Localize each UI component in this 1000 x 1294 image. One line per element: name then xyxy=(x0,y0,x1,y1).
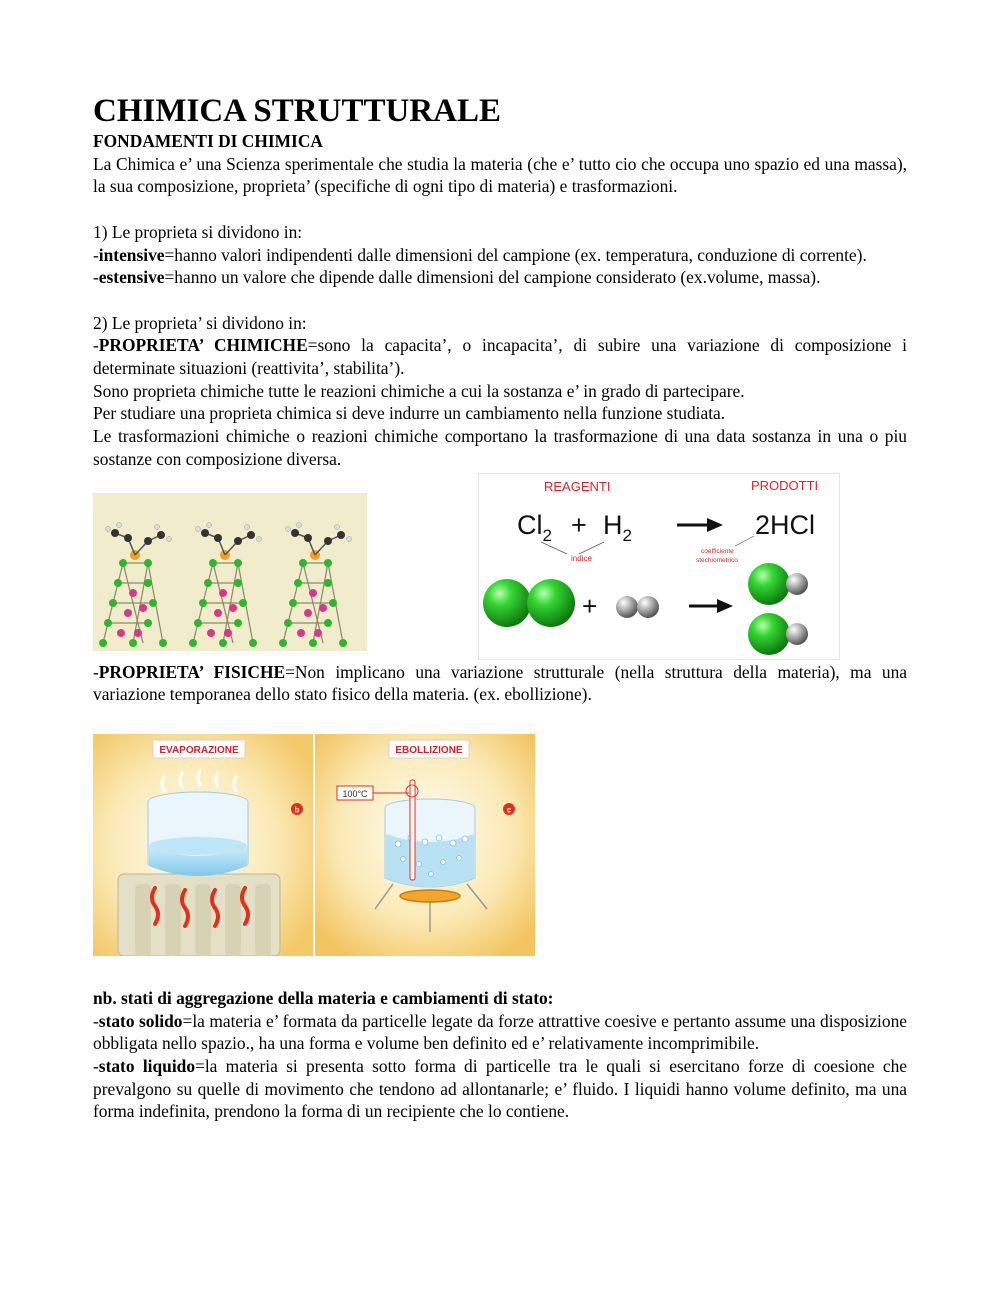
tag-c: c xyxy=(506,805,512,815)
tag-b: b xyxy=(294,805,300,815)
svg-text:H2 xyxy=(603,510,632,545)
chem-line-4: Le trasformazioni chimiche o reazioni chimiche comportano la trasformazione di una data sostanza in una o piu sostanze con composizione diversa. xyxy=(93,426,907,469)
subtitle: FONDAMENTI DI CHIMICA xyxy=(93,131,323,151)
product-formula: 2HCl xyxy=(755,509,816,540)
boiling-svg xyxy=(93,734,535,956)
chemical-properties-text: =sono la capacita’, o incapacita’, di subire una variazione di composizione i determinate situazioni (reattivita’, stabilita’). xyxy=(93,335,907,378)
evaporation-label: EVAPORAZIONE xyxy=(159,744,239,756)
estensive-text: =hanno un valore che dipende dalle dimensioni del campione considerato (ex.volume, massa). xyxy=(164,267,821,288)
coefficient-note-1: coefficiente xyxy=(701,547,734,555)
reaction-svg xyxy=(479,474,839,659)
section1-heading: 1) Le proprieta si dividono in: xyxy=(93,221,303,242)
chemical-properties-term: PROPRIETA’ CHIMICHE xyxy=(98,335,308,356)
beaker-left-icon xyxy=(148,792,248,876)
estensive-term: estensive xyxy=(98,267,165,288)
hcl-molecule-icon xyxy=(748,563,808,605)
estensive-paragraph: -estensive=hanno un valore che dipende dalle dimensioni del campione considerato (ex.volume, massa). xyxy=(93,267,821,288)
intensive-paragraph: -intensive=hanno valori indipendenti dalle dimensioni del campione (ex. temperatura, conduzione di corrente). xyxy=(93,244,867,265)
physical-properties-paragraph: -PROPRIETA’ FISICHE=Non implicano una variazione strutturale (nella struttura della materia), ma una variazione temporanea dello stato fisico della materia. (ex. ebollizione). xyxy=(93,661,907,705)
liquid-state-term: stato liquido xyxy=(98,1056,196,1077)
intensive-text: =hanno valori indipendenti dalle dimensioni del campione (ex. temperatura, conduzione di corrente). xyxy=(164,244,867,265)
molecule-plus: + xyxy=(582,590,598,621)
physical-properties-term: PROPRIETA’ FISICHE xyxy=(98,661,286,682)
solid-state-text: =la materia e’ formata da particelle legate da forze attrattive coesive e pertanto assume una disposizione obbligata nello spazio., ha una forma e volume ben definito ed e’ relativamente incomprimibile. xyxy=(93,1010,907,1054)
section2-heading: 2) Le proprieta’ si dividono in: xyxy=(93,312,307,333)
evaporation-boiling-image xyxy=(93,734,535,956)
radiator-icon xyxy=(118,874,280,956)
figure-row xyxy=(93,471,907,661)
reaction-arrow-top xyxy=(677,518,723,532)
page-title: CHIMICA STRUTTURALE xyxy=(93,93,501,129)
chemical-properties-paragraph: -PROPRIETA’ CHIMICHE=sono la capacita’, o incapacita’, di subire una variazione di composizione i determinate situazioni (reattivita’, stabilita’). xyxy=(93,335,907,378)
chlorine-molecule-icon xyxy=(483,579,575,627)
hcl-molecule-icon-2 xyxy=(748,613,808,655)
physical-properties-text: =Non implicano una variazione strutturale (nella struttura della materia), ma una variazione temporanea dello stato fisico della materia. (ex. ebollizione). xyxy=(93,661,907,705)
equation-plus: + xyxy=(571,509,587,540)
hydrogen-molecule-icon xyxy=(616,596,659,618)
reaction-diagram xyxy=(478,473,840,660)
chem-line-3: Per studiare una proprieta chimica si deve indurre un cambiamento nella funzione studiata. xyxy=(93,403,726,424)
reactant1: Cl xyxy=(517,509,543,540)
intro-paragraph: La Chimica e’ una Scienza sperimentale che studia la materia (che e’ tutto cio che occupa uno spazio ed una massa), la sua composizione, proprieta’ (specifiche di ogni tipo di materia) e trasformazioni. xyxy=(93,153,907,197)
intensive-term: intensive xyxy=(98,244,165,265)
nb-heading-text: nb. stati di aggregazione della materia e cambiamenti di stato: xyxy=(93,987,554,1008)
svg-text:Cl2 xyxy=(517,510,552,545)
molecular-structure-image xyxy=(93,493,367,651)
liquid-state-paragraph: -stato liquido=la materia si presenta sotto forma di particelle tra le quali si esercitano forze di coesione che prevalgono su quelle di movimento che tendono ad allontanarle; e’ fluido. I liquidi hanno volume definito, ma una forma indefinita, prendono la forma di un recipiente che lo contiene. xyxy=(93,1056,907,1122)
coefficient-note-2: stechiometrico xyxy=(696,556,738,564)
reactant1-subscript: 2 xyxy=(542,525,552,545)
molecule-illustration xyxy=(93,493,367,651)
products-label: PRODOTTI xyxy=(751,477,819,493)
reactant2-subscript: 2 xyxy=(622,525,632,545)
thermometer-reading: 100°C xyxy=(342,788,368,799)
reaction-arrow-bottom xyxy=(689,599,733,613)
nb-heading xyxy=(93,987,907,1010)
document-page xyxy=(93,92,907,1123)
solid-state-term: stato solido xyxy=(98,1010,183,1031)
boiling-label: EBOLLIZIONE xyxy=(395,744,463,756)
reactant2: H xyxy=(603,509,623,540)
index-note: indice xyxy=(571,553,592,563)
reagents-label: REAGENTI xyxy=(544,478,611,494)
liquid-state-text: =la materia si presenta sotto forma di particelle tra le quali si esercitano forze di coesione che prevalgono su quelle di movimento che tendono ad allontanarle; e’ fluido. I liquidi hanno volume definito, ma una forma indefinita, prendono la forma di un recipiente che lo contiene. xyxy=(93,1056,907,1122)
chem-line-2: Sono proprieta chimiche tutte le reazioni chimiche a cui la sostanza e’ in grado di partecipare. xyxy=(93,380,745,401)
solid-state-paragraph: -stato solido=la materia e’ formata da particelle legate da forze attrattive coesive e pertanto assume una disposizione obbligata nello spazio., ha una forma e volume ben definito ed e’ relativamente incomprimibile. xyxy=(93,1010,907,1054)
